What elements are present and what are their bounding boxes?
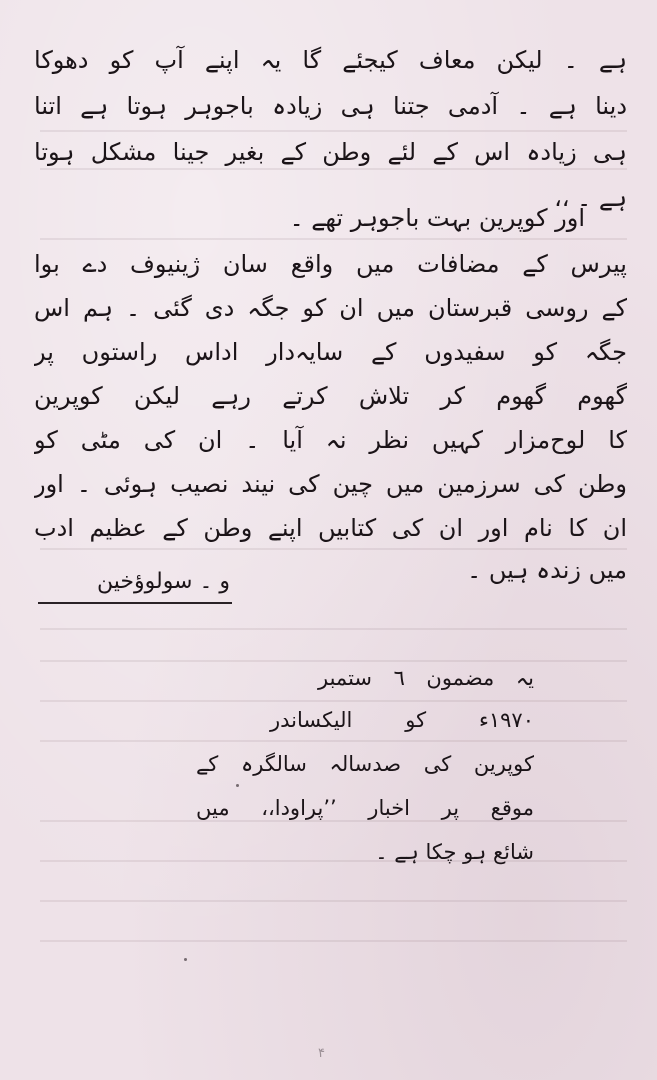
text-line: پیرس کے مضافات میں واقع سان ژینیوف دے بوا xyxy=(34,250,627,278)
show-through-line xyxy=(40,238,627,240)
text-line: ہے ۔ ،، xyxy=(554,184,627,212)
author-signature: و ۔ سولوؤخین xyxy=(97,569,230,594)
text-line: وطن کی سرزمین میں چین کی نیند نصیب ہوئی ۔ اور xyxy=(34,470,627,498)
page-number: ۴ xyxy=(318,1046,325,1061)
text-line: ہی زیادہ اس کے لئے وطن کے بغیر جینا مشکل ہوتا xyxy=(34,138,627,166)
show-through-line xyxy=(40,700,627,702)
print-speck xyxy=(236,784,239,787)
text-line: کا لوح‌مزار کہیں نظر نہ آیا ۔ ان کی مٹی کو xyxy=(34,426,627,454)
publication-note-line: شائع ہو چکا ہے ۔ xyxy=(375,840,534,864)
text-line: ہے ۔ لیکن معاف کیجئے گا یہ اپنے آپ کو دھوکا xyxy=(34,46,627,74)
show-through-line xyxy=(40,130,627,132)
publication-note-line: موقع پر اخبار ’’پراودا،، میں xyxy=(196,796,534,820)
show-through-line xyxy=(40,940,627,942)
signature-underline xyxy=(38,602,232,604)
show-through-line xyxy=(40,548,627,550)
publication-note-line: ١٩٧٠ء کو الیکساندر xyxy=(270,708,534,732)
text-line: اور کوپرین بہت باجوہر تھے ۔ xyxy=(289,204,585,232)
show-through-line xyxy=(40,900,627,902)
text-line: ان کا نام اور ان کی کتابیں اپنے وطن کے عظیم ادب xyxy=(34,514,627,542)
text-line: کے روسی قبرستان میں ان کو جگہ دی گئی ۔ ہم اس xyxy=(34,294,627,322)
text-line: میں زندہ ہیں ۔ xyxy=(467,556,627,584)
text-line: جگہ کو سفیدوں کے سایہ‌دار اداس راستوں پر xyxy=(34,338,627,366)
publication-note-line: کوپرین کی صدسالہ سالگرہ کے xyxy=(196,752,534,776)
show-through-line xyxy=(40,628,627,630)
text-line: دینا ہے ۔ آدمی جتنا ہی زیادہ باجوہر ہوتا ہے اتنا xyxy=(34,92,627,120)
publication-note-line: یہ مضمون ٦ ستمبر xyxy=(318,666,534,690)
print-speck xyxy=(184,958,187,961)
show-through-line xyxy=(40,740,627,742)
text-line: گھوم گھوم کر تلاش کرتے رہے لیکن کوپرین xyxy=(34,382,627,410)
